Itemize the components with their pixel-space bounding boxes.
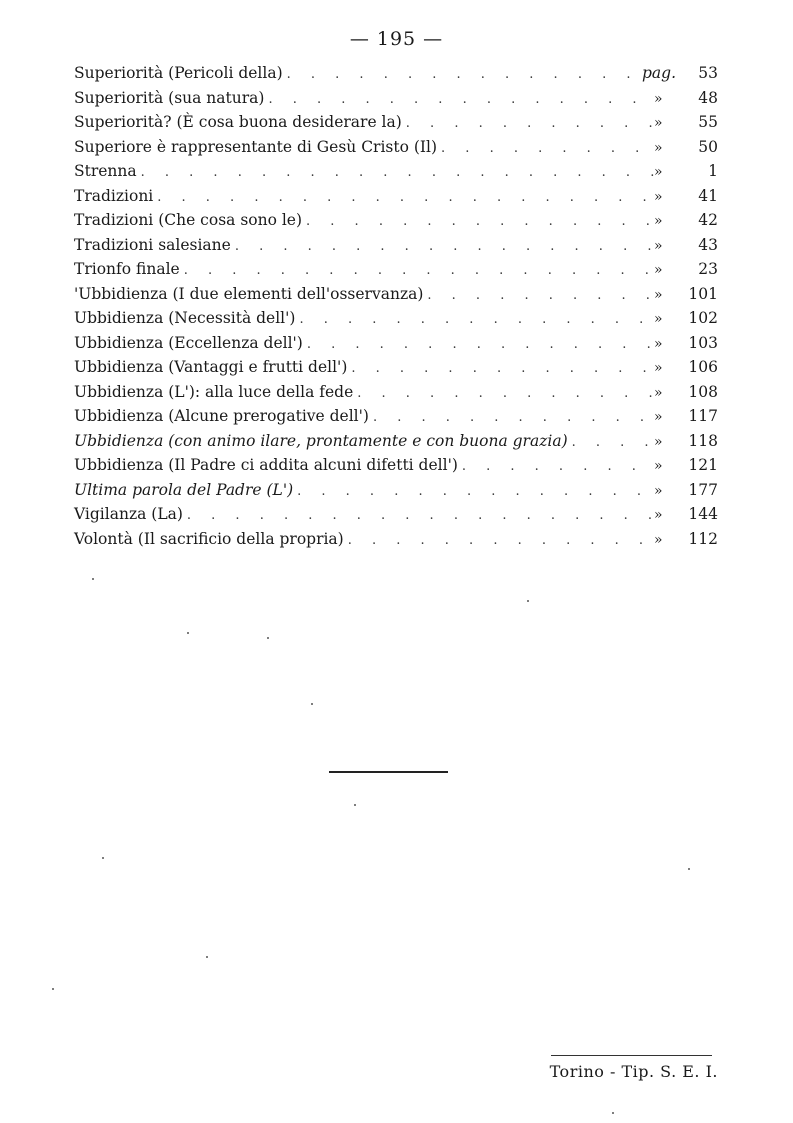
dot-leader <box>348 533 654 548</box>
index-entry <box>74 456 718 481</box>
scan-speck <box>267 637 269 639</box>
index-entry <box>74 383 718 408</box>
index-entry <box>74 113 718 138</box>
ditto-mark: » <box>654 90 663 107</box>
index-entry <box>74 211 718 236</box>
index-entry <box>74 260 718 285</box>
dot-leader <box>427 288 654 303</box>
dot-leader <box>357 386 654 401</box>
dot-leader <box>141 165 654 180</box>
entry-title: Ubbidienza (Eccellenza dell') <box>74 333 303 352</box>
entry-title: Ubbidienza (con animo ilare, prontamente e con buona grazia) <box>74 431 568 450</box>
entry-page-number: 103 <box>688 333 718 352</box>
ditto-mark: » <box>654 139 663 156</box>
ditto-mark: » <box>654 164 663 180</box>
dot-leader <box>187 508 654 523</box>
dot-leader <box>462 459 654 474</box>
index-entry <box>74 187 718 212</box>
index-entry <box>74 309 718 334</box>
index-entry <box>74 505 718 530</box>
entry-page-number: 42 <box>698 211 718 229</box>
scan-speck <box>688 868 690 870</box>
ditto-mark: » <box>654 286 663 303</box>
ditto-mark: » <box>654 360 663 376</box>
entry-title: Vigilanza (La) <box>74 505 183 523</box>
entry-title: 'Ubbidienza (I due elementi dell'osservanza) <box>74 284 424 303</box>
dot-leader <box>406 116 654 131</box>
dot-leader <box>297 484 654 499</box>
entry-page-number: 121 <box>688 456 718 474</box>
index-list <box>74 64 718 554</box>
dot-leader <box>184 263 654 278</box>
ditto-mark: » <box>654 458 663 474</box>
ditto-mark: » <box>654 335 663 352</box>
ditto-mark: » <box>654 188 663 205</box>
index-entry <box>74 138 718 163</box>
index-entry <box>74 530 718 555</box>
ditto-mark: » <box>654 262 663 278</box>
ditto-mark: » <box>654 433 663 450</box>
entry-title: Ubbidienza (Necessità dell') <box>74 309 296 327</box>
entry-title: Ubbidienza (Il Padre ci addita alcuni difetti dell') <box>74 456 458 474</box>
entry-title: Ubbidienza (Vantaggi e frutti dell') <box>74 358 348 376</box>
ditto-mark: » <box>654 237 663 254</box>
scan-speck <box>612 1112 614 1114</box>
entry-page-number: 177 <box>688 480 718 499</box>
entry-page-number: 50 <box>698 137 718 156</box>
entry-title: Tradizioni (Che cosa sono le) <box>74 211 303 229</box>
page-abbreviation: pag. <box>642 64 677 82</box>
entry-page-number: 23 <box>698 260 718 278</box>
scan-speck <box>52 988 54 990</box>
ditto-mark: » <box>654 384 663 401</box>
entry-page-number: 106 <box>688 358 718 376</box>
dot-leader <box>373 410 654 425</box>
ditto-mark: » <box>654 115 663 131</box>
entry-page-number: 108 <box>688 382 718 401</box>
dot-leader <box>268 92 654 107</box>
dot-leader <box>307 337 654 352</box>
index-entry <box>74 358 718 383</box>
index-entry <box>74 481 718 506</box>
dot-leader <box>351 361 654 376</box>
index-entry <box>74 334 718 359</box>
entry-title: Ubbidienza (L'): alla luce della fede <box>74 382 354 401</box>
dot-leader <box>157 190 654 205</box>
entry-page-number: 53 <box>698 64 718 82</box>
entry-title: Superiorità (Pericoli della) <box>74 64 283 82</box>
scan-speck <box>102 857 104 859</box>
entry-title: Ultima parola del Padre (L') <box>74 480 294 499</box>
index-entry <box>74 64 718 89</box>
entry-page-number: 55 <box>698 113 718 131</box>
index-entry <box>74 236 718 261</box>
ditto-mark: » <box>654 213 663 229</box>
ditto-mark: » <box>654 507 663 523</box>
entry-title: Tradizioni salesiane <box>74 235 231 254</box>
ditto-mark: » <box>654 409 663 425</box>
end-rule <box>329 771 448 773</box>
index-entry <box>74 162 718 187</box>
entry-title: Superiorità? (È cosa buona desiderare la) <box>74 113 402 131</box>
entry-page-number: 1 <box>708 162 718 180</box>
dot-leader <box>306 214 654 229</box>
entry-title: Strenna <box>74 162 137 180</box>
scan-speck <box>206 956 208 958</box>
dot-leader <box>299 312 654 327</box>
entry-title: Ubbidienza (Alcune prerogative dell') <box>74 407 369 425</box>
dot-leader <box>572 435 654 450</box>
entry-title: Trionfo finale <box>74 260 180 278</box>
scan-speck <box>354 804 356 806</box>
scan-speck <box>187 632 189 634</box>
scan-speck <box>527 600 529 602</box>
printer-rule <box>551 1055 712 1056</box>
printer-imprint: Torino - Tip. S. E. I. <box>549 1062 718 1081</box>
index-entry <box>74 432 718 457</box>
index-entry <box>74 285 718 310</box>
entry-page-number: 112 <box>688 529 718 548</box>
entry-title: Volontà (Il sacrificio della propria) <box>74 529 344 548</box>
entry-page-number: 102 <box>688 309 718 327</box>
page-number: — 195 — <box>349 28 444 50</box>
index-entry <box>74 89 718 114</box>
entry-page-number: 41 <box>698 186 718 205</box>
entry-title: Superiorità (sua natura) <box>74 88 265 107</box>
entry-page-number: 48 <box>698 88 718 107</box>
ditto-mark: » <box>654 531 663 548</box>
entry-page-number: 118 <box>688 431 718 450</box>
scan-speck <box>311 703 313 705</box>
dot-leader <box>287 67 642 82</box>
entry-title: Tradizioni <box>74 186 154 205</box>
entry-page-number: 43 <box>698 235 718 254</box>
dot-leader <box>441 141 654 156</box>
dot-leader <box>235 239 654 254</box>
ditto-mark: » <box>654 482 663 499</box>
scan-speck <box>92 578 94 580</box>
entry-page-number: 144 <box>688 505 718 523</box>
index-entry <box>74 407 718 432</box>
entry-title: Superiore è rappresentante di Gesù Cristo (Il) <box>74 137 438 156</box>
ditto-mark: » <box>654 311 663 327</box>
entry-page-number: 101 <box>688 284 718 303</box>
entry-page-number: 117 <box>688 407 718 425</box>
